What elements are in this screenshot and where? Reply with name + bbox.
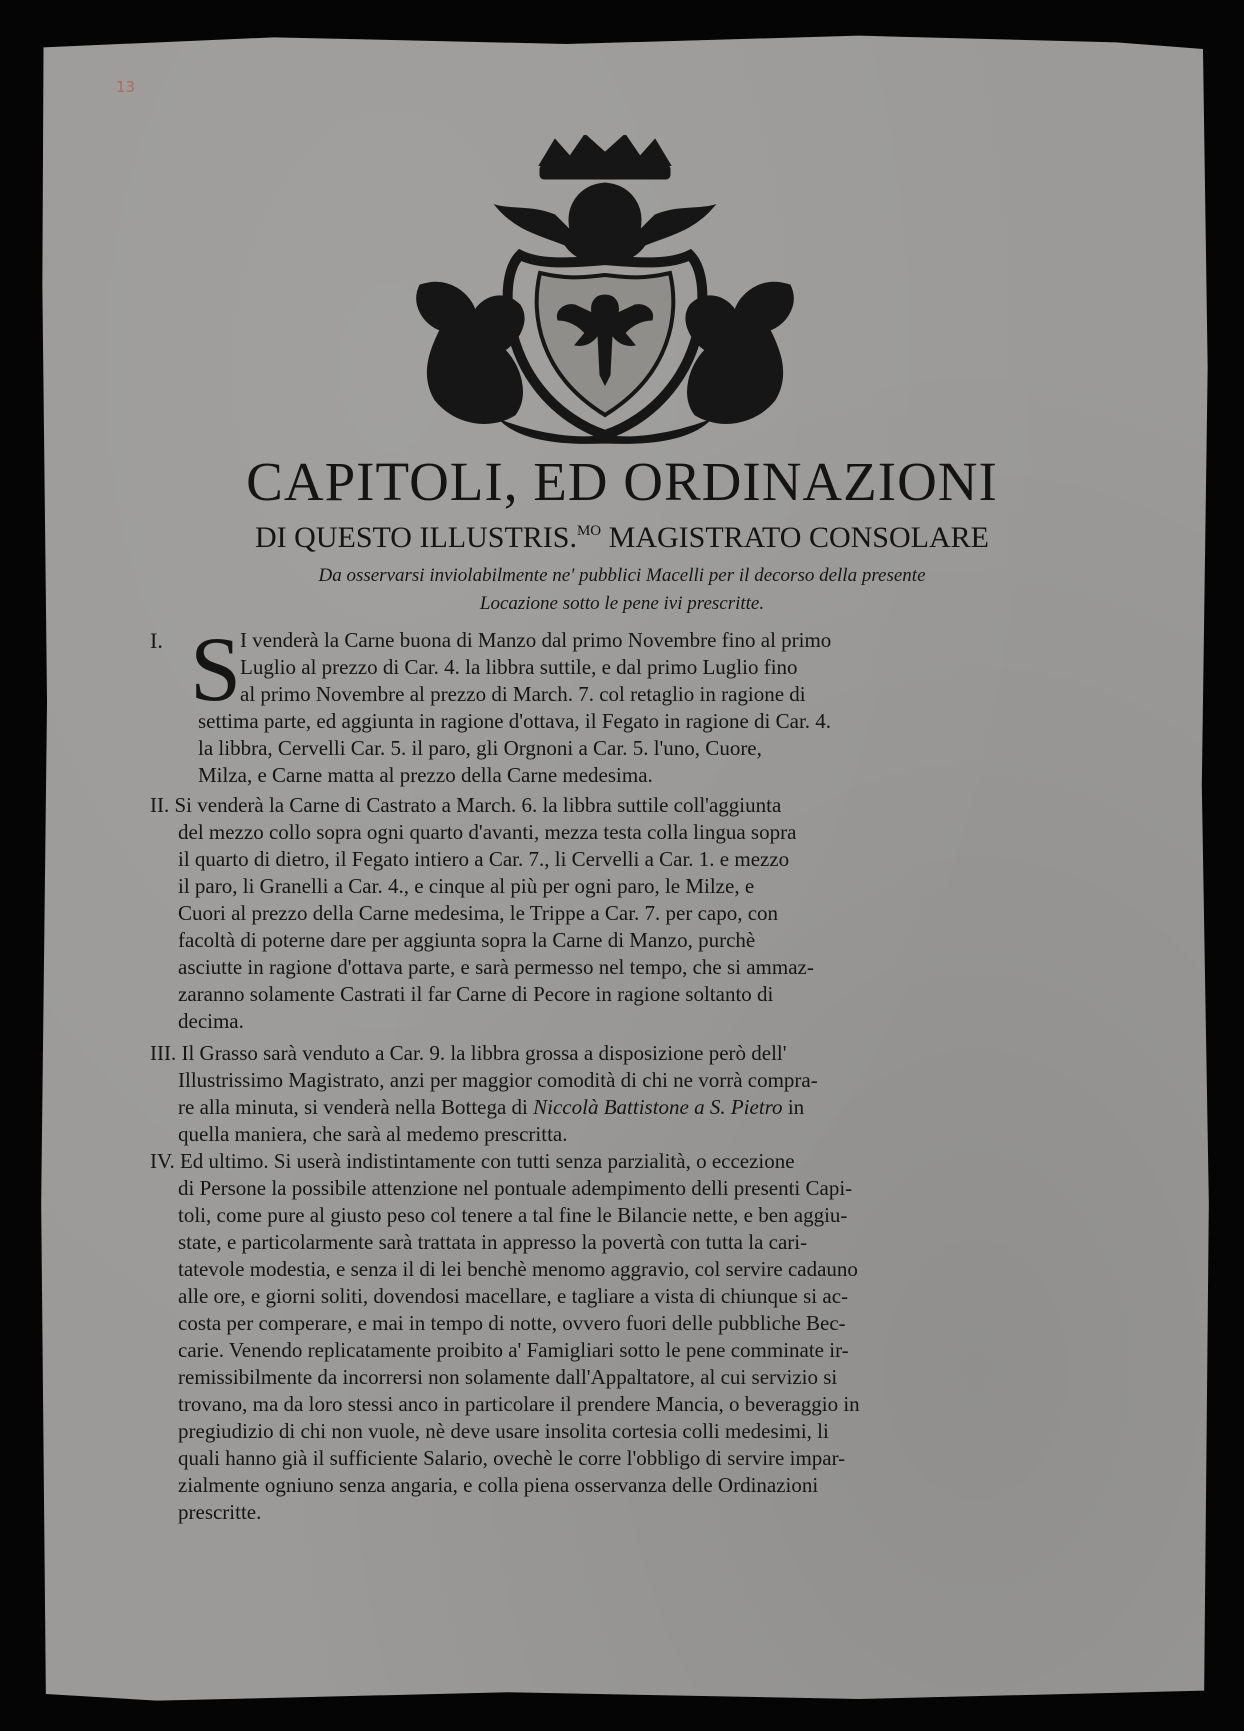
article-line: III. Il Grasso sarà venduto a Car. 9. la libbra grossa a disposizione però dell' (150, 1041, 787, 1065)
page-number: 13 (116, 78, 136, 96)
article-4 (150, 1148, 1060, 1526)
article-line: facoltà di poterne dare per aggiunta sopra la Carne di Manzo, purchè (178, 928, 756, 952)
article-1 (150, 618, 1060, 789)
article-line: al primo Novembre al prezzo di March. 7. col retaglio in ragione di (240, 682, 806, 706)
article-line: settima parte, ed aggiunta in ragione d'ottava, il Fegato in ragione di Car. 4. (198, 709, 832, 733)
article-line: costa per comperare, e mai in tempo di notte, ovvero fuori delle pubbliche Bec- (178, 1311, 846, 1335)
article-line: Illustrissimo Magistrato, anzi per maggior comodità di chi ne vorrà compra- (178, 1068, 818, 1092)
article-line: zialmente ogniuno senza angaria, e colla piena osservanza delle Ordinazioni (178, 1473, 819, 1497)
article-line: trovano, ma da loro stessi anco in particolare il prendere Mancia, o beveraggio in (178, 1392, 860, 1416)
article-line: il paro, li Granelli a Car. 4., e cinque al più per ogni paro, le Milze, e (178, 874, 755, 898)
article-number: II. (150, 793, 170, 817)
article-line: asciutte in ragione d'ottava parte, e sarà permesso nel tempo, che si ammaz- (178, 955, 814, 979)
article-line: zaranno solamente Castrati il far Carne di Pecore in ragione soltanto di (178, 982, 774, 1006)
article-number: IV. (150, 1149, 175, 1173)
crown-icon (540, 135, 670, 165)
subtitle-line-2: Locazione sotto le pene ivi prescritte. (479, 593, 765, 614)
article-number: I. (150, 628, 163, 653)
article-line: IV. Ed ultimo. Si userà indistintamente con tutti senza parzialità, o eccezione (150, 1149, 795, 1173)
article-line: il quarto di dietro, il Fegato intiero a Car. 7., li Cervelli a Car. 1. e mezzo (178, 847, 790, 871)
article-line: quali hanno già il sufficiente Salario, ovechè le corre l'obbligo di servire impar- (178, 1446, 846, 1470)
article-line: del mezzo collo sopra ogni quarto d'avanti, mezza testa colla lingua sopra (178, 820, 797, 844)
article-number: III. (150, 1041, 177, 1065)
shop-owner-name: Niccolà Battistone a S. Pietro (533, 1095, 783, 1119)
page-title: CAPITOLI, ED ORDINAZIONI (246, 451, 998, 512)
article-line: di Persone la possibile attenzione nel pontuale adempimento delli presenti Capi- (178, 1176, 853, 1200)
article-line: la libbra, Cervelli Car. 5. il paro, gli Orgnoni a Car. 5. l'uno, Cuore, (198, 736, 762, 760)
article-line: remissibilmente da incorrersi non solamente dall'Appaltatore, al cui servizio si (178, 1365, 838, 1389)
article-line: carie. Venendo replicatamente proibito a' Famigliari sotto le pene comminate ir- (178, 1338, 849, 1362)
article-line: Luglio al prezzo di Car. 4. la libbra suttile, e dal primo Luglio fino (240, 655, 798, 679)
article-line: pregiudizio di chi non vuole, nè deve usare insolita cortesia colli medesimi, li (178, 1419, 829, 1443)
article-2 (150, 792, 1060, 1035)
dropcap: S (190, 618, 242, 720)
article-line: I venderà la Carne buona di Manzo dal primo Novembre fino al primo (240, 628, 832, 652)
article-line: Cuori al prezzo della Carne medesima, le Trippe a Car. 7. per capo, con (178, 901, 779, 925)
article-line: state, e particolarmente sarà trattata in appresso la povertà con tutta la cari- (178, 1230, 808, 1254)
article-line: tatevole modestia, e senza il di lei benchè menomo aggravio, col servire cadauno (178, 1257, 858, 1281)
article-line: II. Si venderà la Carne di Castrato a March. 6. la libbra suttile coll'aggiunta (150, 793, 782, 817)
article-line: quella maniera, che sarà al medemo prescritta. (178, 1122, 568, 1146)
article-line: decima. (178, 1009, 244, 1033)
left-putto-icon (417, 282, 524, 423)
coat-of-arms-icon (380, 135, 830, 445)
subtitle-line-1: Da osservarsi inviolabilmente ne' pubblici Macelli per il decorso della presente (318, 565, 926, 586)
article-line: alle ore, e giorni soliti, dovendosi macellare, e tagliare a vista di chiunque si ac- (178, 1284, 849, 1308)
article-line: Milza, e Carne matta al prezzo della Carne medesima. (198, 763, 653, 787)
right-putto-icon (686, 282, 793, 423)
article-line: re alla minuta, si venderà nella Bottega di Niccolà Battistone a S. Pietro in (178, 1095, 805, 1119)
article-line: toli, come pure al giusto peso col tenere a tal fine le Bilancie nette, e ben aggiu- (178, 1203, 848, 1227)
article-line: prescritte. (178, 1500, 262, 1524)
eagle-crest-icon (495, 183, 715, 263)
page-subtitle-authority: DI QUESTO ILLUSTRIS.$^{MO}$ MAGISTRATO CONSOLARE (255, 521, 989, 554)
article-3 (150, 1040, 1060, 1148)
